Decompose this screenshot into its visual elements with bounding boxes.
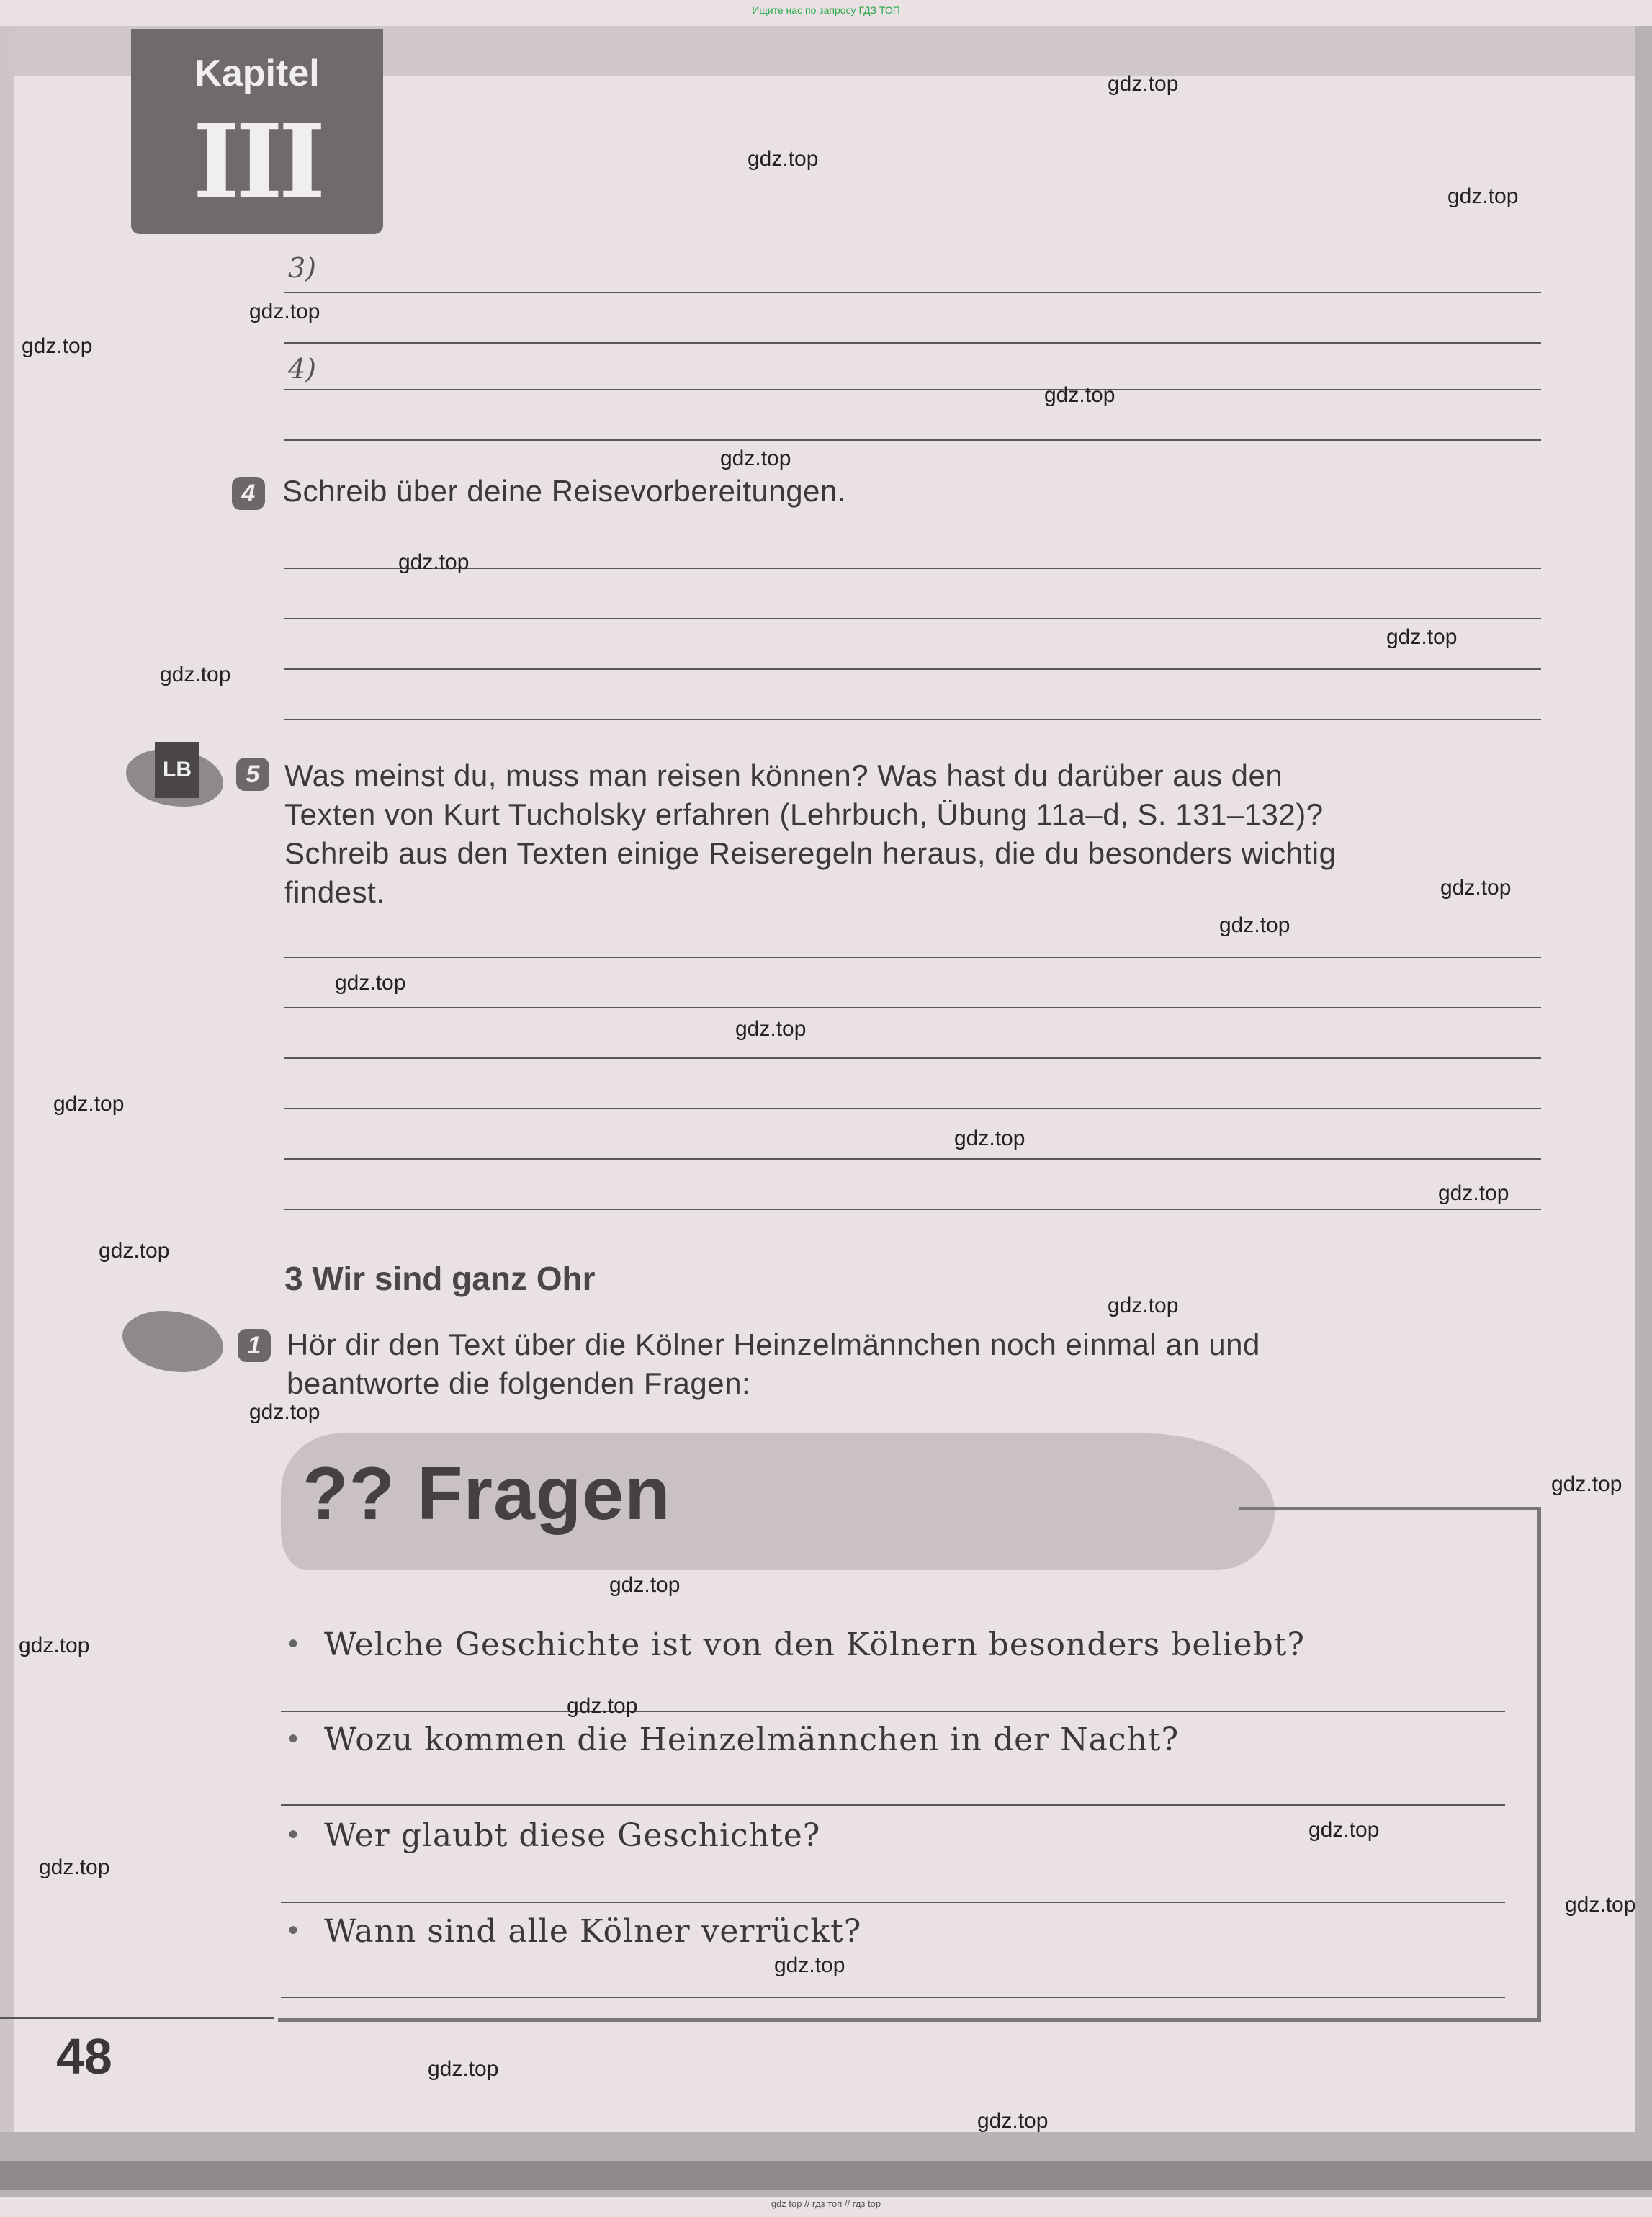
fragen-frame-right [1537,1507,1541,2022]
writing-line[interactable] [284,1158,1541,1160]
writing-line[interactable] [284,342,1541,344]
watermark: gdz.top [774,1953,845,1977]
task-5-line-3: Schreib aus den Texten einige Reiseregeln heraus, die du besonders wichtig [284,836,1337,870]
list-item-4-number: 4) [288,353,317,385]
task-4-badge: 4 [232,477,265,510]
watermark: gdz.top [1565,1893,1636,1917]
task-1-line-1: Hör dir den Text über die Kölner Heinzelmännchen noch einmal an und [287,1327,1260,1361]
lehrbuch-icon: LB [155,742,199,798]
watermark: gdz.top [1438,1181,1509,1205]
task-5-line-1: Was meinst du, muss man reisen können? Was hast du darüber aus den [284,758,1283,792]
watermark: gdz.top [1551,1472,1622,1496]
writing-line[interactable] [284,1209,1541,1210]
task-5-line-4: findest. [284,875,385,909]
watermark: gdz.top [735,1017,807,1041]
question-2: Wozu kommen die Heinzelmännchen in der Nacht? [324,1721,1180,1758]
watermark: gdz.top [1440,876,1512,900]
chapter-label: Kapitel [194,53,320,94]
watermark: gdz.top [977,2109,1049,2133]
writing-line[interactable] [284,957,1541,958]
watermark: gdz.top [335,971,406,995]
bottom-note: gdz top // гдз топ // гдз top [771,2198,881,2209]
right-edge-band [1635,26,1652,2187]
task-1-line-2: beantworte die folgenden Fragen: [287,1366,751,1400]
watermark: gdz.top [1447,184,1519,208]
watermark: gdz.top [39,1855,110,1879]
watermark: gdz.top [748,147,819,171]
headphones-icon [122,1311,223,1372]
task-4-text: Schreib über deine Reisevorbereitungen. [282,474,846,508]
chapter-badge [131,29,383,234]
section-3-heading: 3 Wir sind ganz Ohr [284,1260,596,1297]
bullet-icon: • [288,1628,299,1660]
writing-line[interactable] [284,1007,1541,1008]
watermark: gdz.top [1108,1294,1179,1317]
left-edge-band [0,26,14,2187]
watermark: gdz.top [249,1400,320,1424]
answer-line[interactable] [281,1711,1505,1712]
watermark: gdz.top [954,1127,1025,1150]
watermark: gdz.top [720,447,791,470]
watermark: gdz.top [1108,72,1179,96]
list-item-3-number: 3) [288,252,317,284]
fragen-title: ?? Fragen [302,1452,671,1536]
page-number: 48 [56,2028,112,2084]
writing-line[interactable] [284,389,1541,390]
page-number-rule [0,2017,274,2019]
question-4: Wann sind alle Kölner verrückt? [324,1913,862,1950]
answer-line[interactable] [281,1902,1505,1903]
writing-line[interactable] [284,719,1541,720]
bottom-dark-band [0,2161,1652,2190]
fragen-frame-top [1239,1507,1541,1510]
bullet-icon: • [288,1914,299,1946]
writing-line[interactable] [284,1108,1541,1109]
watermark: gdz.top [398,550,470,574]
watermark: gdz.top [1308,1818,1380,1842]
writing-line[interactable] [284,568,1541,569]
watermark: gdz.top [22,334,93,358]
top-search-note[interactable]: Ищите нас по запросу ГДЗ ТОП [752,4,900,16]
watermark: gdz.top [249,300,320,323]
watermark: gdz.top [609,1573,681,1597]
chapter-number: III [192,103,322,221]
watermark: gdz.top [1386,625,1458,649]
watermark: gdz.top [53,1092,125,1116]
answer-line[interactable] [281,1804,1505,1806]
watermark: gdz.top [19,1634,90,1657]
fragen-frame-bottom [278,2018,1541,2022]
question-1: Welche Geschichte ist von den Kölnern besonders beliebt? [324,1626,1306,1663]
writing-line[interactable] [284,1057,1541,1059]
writing-line[interactable] [284,292,1541,293]
watermark: gdz.top [99,1239,170,1263]
bullet-icon: • [288,1723,299,1755]
watermark: gdz.top [567,1694,638,1718]
writing-line[interactable] [284,618,1541,619]
question-3: Wer glaubt diese Geschichte? [324,1817,821,1854]
watermark: gdz.top [1044,383,1115,407]
task-1-badge: 1 [238,1329,271,1362]
bullet-icon: • [288,1819,299,1850]
watermark: gdz.top [1219,913,1290,937]
writing-line[interactable] [284,668,1541,670]
watermark: gdz.top [160,663,231,686]
watermark: gdz.top [428,2057,499,2081]
answer-line[interactable] [281,1997,1505,1998]
task-5-badge: 5 [236,758,269,791]
writing-line[interactable] [284,439,1541,441]
task-5-line-2: Texten von Kurt Tucholsky erfahren (Lehrbuch, Übung 11a–d, S. 131–132)? [284,797,1324,831]
